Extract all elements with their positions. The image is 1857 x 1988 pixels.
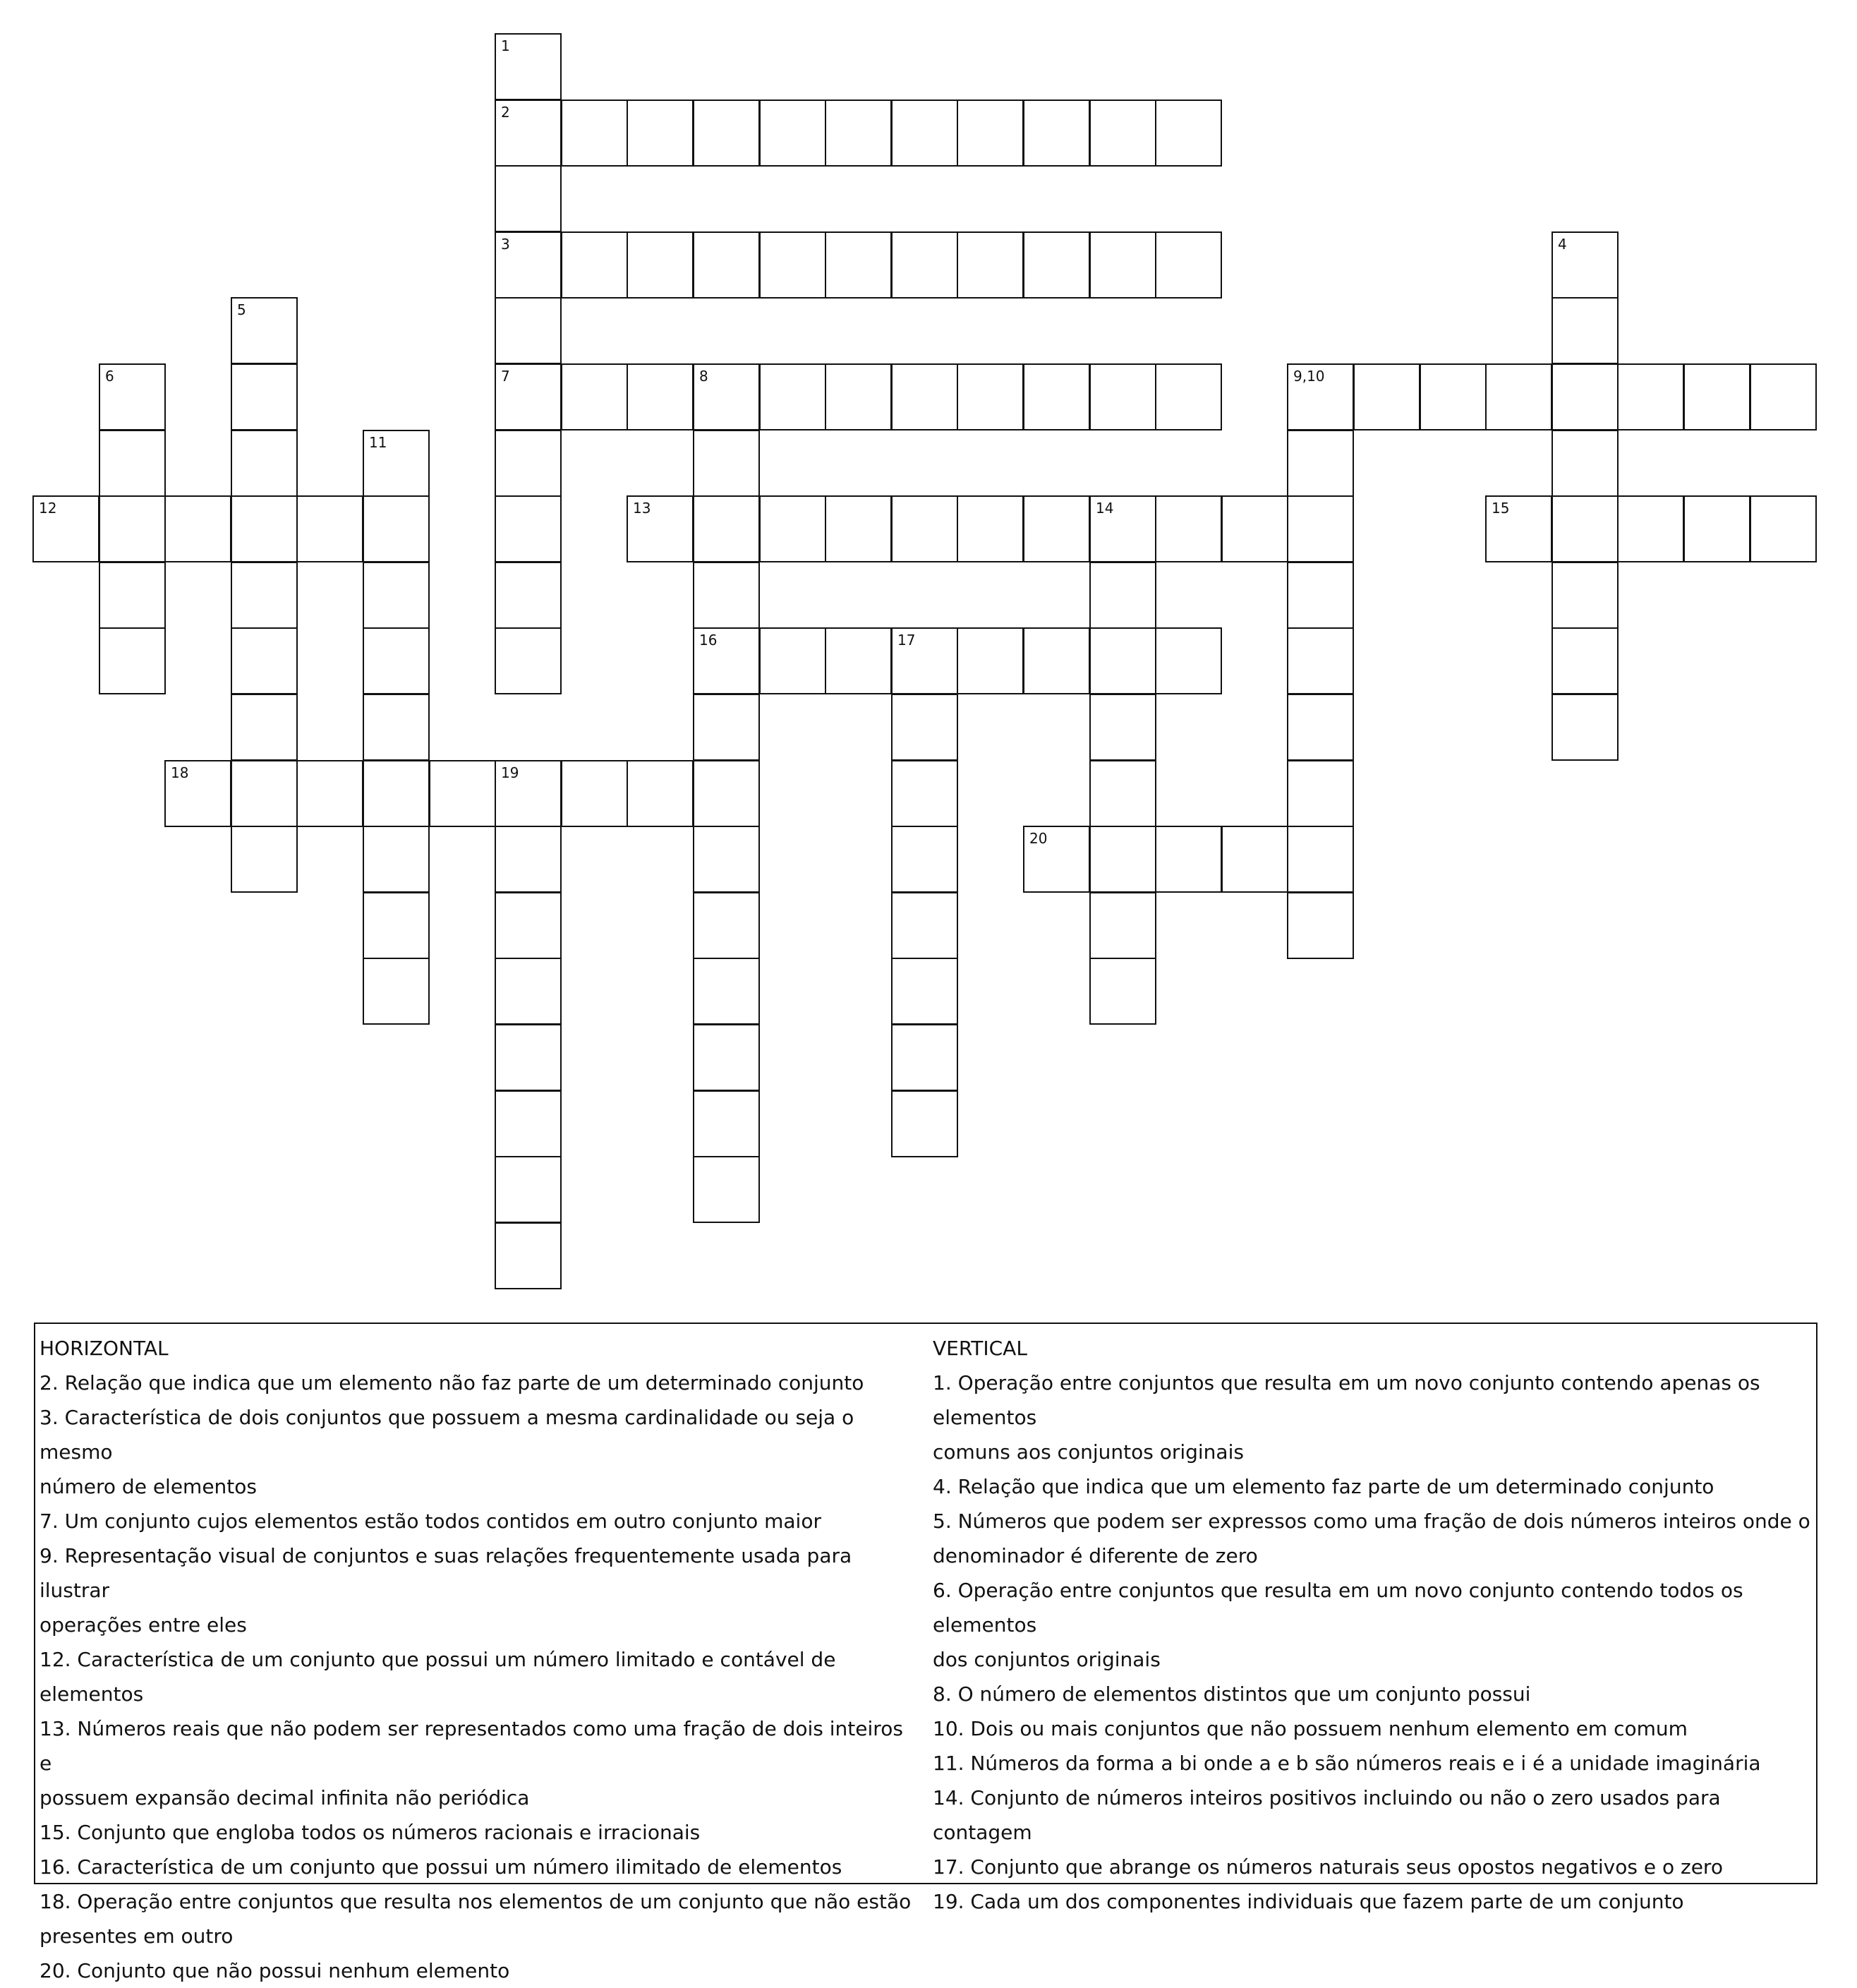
grid-cell[interactable] [1221,495,1288,562]
grid-cell[interactable] [1089,100,1156,167]
horizontal-clue-line: possuem expansão decimal infinita não periódica [40,1786,530,1809]
clue-number: 15 [1492,500,1510,517]
grid-cell[interactable] [495,1024,562,1091]
grid-cell[interactable] [759,100,826,167]
grid-cell[interactable] [1683,495,1750,562]
grid-cell[interactable] [693,760,760,827]
horizontal-clue-line: 20. Conjunto que não possui nenhum elemento [40,1959,510,1982]
grid-cell[interactable] [825,363,892,430]
vertical-clue-line: 14. Conjunto de números inteiros positivos incluindo ou não o zero usados para contagem [933,1786,1721,1844]
horizontal-clue-line: 2. Relação que indica que um elemento não faz parte de um determinado conjunto [40,1371,864,1394]
horizontal-heading: HORIZONTAL [40,1337,169,1360]
grid-cell[interactable] [693,1024,760,1091]
grid-cell[interactable] [627,760,694,827]
clue-number: 7 [501,368,510,385]
grid-cell[interactable] [231,760,298,827]
cell-5[interactable] [231,297,298,364]
grid-cell[interactable] [1023,627,1090,694]
grid-cell[interactable] [957,627,1024,694]
grid-cell[interactable] [1089,231,1156,299]
grid-cell[interactable] [363,892,430,959]
horizontal-clue-line: 3. Característica de dois conjuntos que possuem a mesma cardinalidade ou seja o mesmo [40,1406,854,1464]
clue-number: 1 [501,37,510,54]
cell-1[interactable] [495,33,562,100]
cell-16[interactable] [693,627,760,694]
clue-number: 5 [237,301,246,318]
grid-cell[interactable] [1023,495,1090,562]
grid-cell[interactable] [495,826,562,893]
grid-cell[interactable] [495,495,562,562]
grid-cell[interactable] [363,826,430,893]
grid-cell[interactable] [825,231,892,299]
grid-cell[interactable] [1089,694,1156,761]
grid-cell[interactable] [891,1090,958,1157]
vertical-clue-line: dos conjuntos originais [933,1648,1161,1671]
grid-cell[interactable] [1089,760,1156,827]
vertical-clue-line: 5. Números que podem ser expressos como uma fração de dois números inteiros onde o [933,1510,1810,1533]
grid-cell[interactable] [1287,430,1354,497]
grid-cell[interactable] [561,100,628,167]
horizontal-clue-line: 13. Números reais que não podem ser representados como uma fração de dois inteiros e [40,1717,903,1775]
grid-cell[interactable] [1089,562,1156,629]
cell-14[interactable] [1089,495,1156,562]
clue-number: 12 [39,500,57,517]
grid-cell[interactable] [1551,297,1619,364]
grid-cell[interactable] [1023,100,1090,167]
clue-number: 20 [1029,830,1048,847]
grid-cell[interactable] [1551,363,1619,430]
grid-cell[interactable] [1155,826,1222,893]
grid-cell[interactable] [693,430,760,497]
vertical-clue-line: comuns aos conjuntos originais [933,1440,1244,1464]
grid-cell[interactable] [1155,100,1222,167]
grid-cell[interactable] [1485,363,1552,430]
grid-cell[interactable] [296,495,363,562]
clue-number: 17 [897,632,916,649]
grid-cell[interactable] [1221,826,1288,893]
grid-cell[interactable] [363,562,430,629]
grid-cell[interactable] [693,958,760,1025]
horizontal-clue-line: 9. Representação visual de conjuntos e suas relações frequentemente usada para ilustrar [40,1544,852,1602]
grid-cell[interactable] [561,363,628,430]
grid-cell[interactable] [429,760,496,827]
grid-cell[interactable] [1617,495,1684,562]
grid-cell[interactable] [627,100,694,167]
clue-number: 19 [501,764,519,781]
cell-12[interactable] [32,495,99,562]
grid-cell[interactable] [693,100,760,167]
grid-cell[interactable] [99,627,166,694]
vertical-heading: VERTICAL [933,1337,1027,1360]
cell-4[interactable] [1551,231,1619,299]
grid-cell[interactable] [495,297,562,364]
grid-cell[interactable] [759,627,826,694]
grid-cell[interactable] [1089,826,1156,893]
grid-cell[interactable] [1353,363,1420,430]
grid-cell[interactable] [495,958,562,1025]
grid-cell[interactable] [1551,495,1619,562]
cell-11[interactable] [363,430,430,497]
grid-cell[interactable] [231,430,298,497]
vertical-clues [933,1331,1815,1919]
grid-cell[interactable] [627,363,694,430]
grid-cell[interactable] [825,100,892,167]
cell-7[interactable] [495,363,562,430]
horizontal-clue-line: 12. Característica de um conjunto que possui um número limitado e contável de elementos [40,1648,836,1706]
vertical-clue-line: 17. Conjunto que abrange os números naturais seus opostos negativos e o zero [933,1855,1723,1879]
grid-cell[interactable] [495,1090,562,1157]
grid-cell[interactable] [296,760,363,827]
grid-cell[interactable] [957,100,1024,167]
cell-19[interactable] [495,760,562,827]
grid-cell[interactable] [495,627,562,694]
grid-cell[interactable] [1683,363,1750,430]
grid-cell[interactable] [759,231,826,299]
vertical-clue-line: denominador é diferente de zero [933,1544,1258,1567]
grid-cell[interactable] [495,562,562,629]
grid-cell[interactable] [1750,363,1817,430]
grid-cell[interactable] [891,760,958,827]
grid-cell[interactable] [891,100,958,167]
clue-number: 11 [369,434,387,451]
grid-cell[interactable] [825,495,892,562]
grid-cell[interactable] [693,231,760,299]
grid-cell[interactable] [1155,363,1222,430]
grid-cell[interactable] [891,694,958,761]
clue-number: 8 [699,368,708,385]
clue-number: 2 [501,104,510,121]
grid-cell[interactable] [1287,826,1354,893]
vertical-clue-line: 19. Cada um dos componentes individuais que fazem parte de um conjunto [933,1890,1684,1913]
cell-13[interactable] [627,495,694,562]
horizontal-clue-line: 18. Operação entre conjuntos que resulta nos elementos de um conjunto que não estão [40,1890,912,1913]
vertical-clue-line: 1. Operação entre conjuntos que resulta em um novo conjunto contendo apenas os elementos [933,1371,1760,1429]
grid-cell[interactable] [891,826,958,893]
grid-cell[interactable] [231,495,298,562]
cell-15[interactable] [1485,495,1552,562]
grid-cell[interactable] [957,495,1024,562]
cell-2[interactable] [495,100,562,167]
horizontal-clue-line: 7. Um conjunto cujos elementos estão todos contidos em outro conjunto maior [40,1510,821,1533]
vertical-clue-line: 4. Relação que indica que um elemento faz parte de um determinado conjunto [933,1475,1714,1498]
grid-cell[interactable] [1551,627,1619,694]
vertical-clue-line: 8. O número de elementos distintos que um conjunto possui [933,1682,1531,1706]
clue-number: 13 [633,500,651,517]
grid-cell[interactable] [1089,627,1156,694]
grid-cell[interactable] [693,562,760,629]
horizontal-clue-line: operações entre eles [40,1613,247,1637]
grid-cell[interactable] [759,495,826,562]
grid-cell[interactable] [891,363,958,430]
grid-cell[interactable] [1155,231,1222,299]
grid-cell[interactable] [693,694,760,761]
grid-cell[interactable] [495,430,562,497]
grid-cell[interactable] [495,1156,562,1223]
grid-cell[interactable] [1287,760,1354,827]
grid-cell[interactable] [99,430,166,497]
grid-cell[interactable] [1023,231,1090,299]
grid-cell[interactable] [363,694,430,761]
grid-cell[interactable] [1551,562,1619,629]
grid-cell[interactable] [1287,495,1354,562]
grid-cell[interactable] [693,1090,760,1157]
clue-number: 9,10 [1293,368,1325,385]
grid-cell[interactable] [1023,363,1090,430]
grid-cell[interactable] [363,495,430,562]
grid-cell[interactable] [1089,892,1156,959]
grid-cell[interactable] [891,892,958,959]
vertical-clue-line: 10. Dois ou mais conjuntos que não possuem nenhum elemento em comum [933,1717,1688,1740]
grid-cell[interactable] [1420,363,1487,430]
grid-cell[interactable] [164,495,231,562]
horizontal-clue-list [40,1366,914,1988]
vertical-clue-line: 6. Operação entre conjuntos que resulta em um novo conjunto contendo todos os elementos [933,1579,1743,1637]
grid-cell[interactable] [1287,892,1354,959]
vertical-clue-line: 11. Números da forma a bi onde a e b são números reais e i é a unidade imaginária [933,1752,1761,1775]
grid-cell[interactable] [1287,627,1354,694]
grid-cell[interactable] [363,958,430,1025]
cell-6[interactable] [99,363,166,430]
grid-cell[interactable] [1089,958,1156,1025]
clue-number: 4 [1558,236,1567,253]
cell-17[interactable] [891,627,958,694]
grid-cell[interactable] [561,231,628,299]
grid-cell[interactable] [891,231,958,299]
clue-number: 14 [1096,500,1114,517]
horizontal-clue-line: presentes em outro [40,1924,234,1948]
grid-cell[interactable] [891,1024,958,1091]
grid-cell[interactable] [495,165,562,232]
grid-cell[interactable] [231,826,298,893]
grid-cell[interactable] [759,363,826,430]
grid-cell[interactable] [1617,363,1684,430]
grid-cell[interactable] [363,627,430,694]
grid-cell[interactable] [891,958,958,1025]
clues-panel [34,1323,1817,1982]
grid-cell[interactable] [231,694,298,761]
grid-cell[interactable] [495,892,562,959]
grid-cell[interactable] [495,1222,562,1289]
grid-cell[interactable] [693,495,760,562]
vertical-clue-list [933,1366,1815,1919]
grid-cell[interactable] [1551,430,1619,497]
horizontal-clue-line: 16. Característica de um conjunto que possui um número ilimitado de elementos [40,1855,842,1879]
horizontal-clue-line: número de elementos [40,1475,257,1498]
grid-cell[interactable] [231,627,298,694]
clue-number: 6 [105,368,114,385]
clue-number: 16 [699,632,718,649]
grid-cell[interactable] [99,562,166,629]
grid-cell[interactable] [1551,694,1619,761]
grid-cell[interactable] [561,760,628,827]
grid-cell[interactable] [1089,363,1156,430]
grid-cell[interactable] [1750,495,1817,562]
grid-cell[interactable] [891,495,958,562]
horizontal-clue-line: 15. Conjunto que engloba todos os números racionais e irracionais [40,1821,701,1844]
cell-9-10[interactable] [1287,363,1354,430]
horizontal-clues [40,1331,914,1988]
grid-cell[interactable] [957,363,1024,430]
grid-cell[interactable] [693,826,760,893]
grid-cell[interactable] [1287,694,1354,761]
grid-cell[interactable] [363,760,430,827]
grid-cell[interactable] [231,363,298,430]
cell-18[interactable] [164,760,231,827]
grid-cell[interactable] [231,562,298,629]
cell-8[interactable] [693,363,760,430]
grid-cell[interactable] [627,231,694,299]
grid-cell[interactable] [825,627,892,694]
grid-cell[interactable] [1287,562,1354,629]
grid-cell[interactable] [693,1156,760,1223]
grid-cell[interactable] [1155,495,1222,562]
cell-3[interactable] [495,231,562,299]
grid-cell[interactable] [99,495,166,562]
grid-cell[interactable] [1155,627,1222,694]
clue-number: 18 [171,764,189,781]
cell-20[interactable] [1023,826,1090,893]
grid-cell[interactable] [693,892,760,959]
grid-cell[interactable] [957,231,1024,299]
clue-number: 3 [501,236,510,253]
